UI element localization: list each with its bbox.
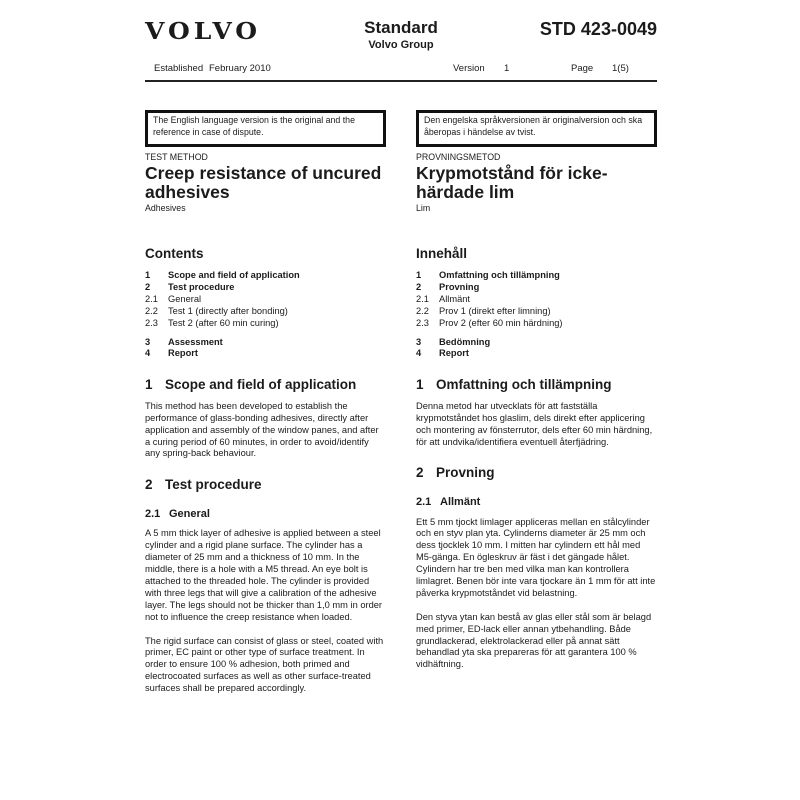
toc-entry: 2.2 Prov 1 (direkt efter limning) (416, 305, 551, 316)
toc-entry: 2.1 Allmänt (416, 293, 471, 304)
doc-type: Standard (364, 18, 438, 37)
paragraph-sv: Denna metod har utvecklats för att fastställa krypmotståndet hos glaslim, dels direkt efter applicering och montering av fönsterrutor, dels efter 60 min härdning, för att undvika/identifiera eventuell återfjädring. (416, 400, 653, 447)
section-heading-en-2-1: 2.1 General (145, 507, 210, 520)
contents-heading-sv: Innehåll (416, 246, 468, 262)
column-swedish (416, 147, 657, 707)
established-label: Established (154, 62, 204, 74)
paragraph-en: The rigid surface can consist of glass or steel, coated with primer, EC paint or other type of surface treatment. In order to ensure 100 % adhesion, both primed and electrocoated surfaces as well as other surface-treated surfaces shall be prepared accordingly. (145, 635, 384, 694)
established-value: February 2010 (209, 62, 271, 74)
notice-box-swedish: Den engelska språkversionen är originalversion och ska åberopas i händelse av tvist. (416, 110, 657, 147)
toc-entry: 2.3 Prov 2 (efter 60 min härdning) (416, 317, 563, 328)
title-en: Creep resistance of uncured adhesives (145, 162, 382, 202)
subtitle-sv: Lim (416, 203, 431, 214)
version-label: Version (453, 62, 485, 74)
toc-entry: 3 Assessment (145, 336, 223, 347)
toc-entry: 2 Provning (416, 281, 480, 292)
section-heading-sv-2-1: 2.1 Allmänt (416, 495, 481, 508)
doc-meta-row (145, 63, 657, 76)
column-english (145, 147, 386, 707)
section-heading-sv-1: 1 Omfattning och tillämpning (416, 377, 612, 393)
contents-heading-en: Contents (145, 246, 204, 262)
toc-entry: 2.3 Test 2 (after 60 min curing) (145, 317, 279, 328)
toc-entry: 2.2 Test 1 (directly after bonding) (145, 305, 288, 316)
doc-number: STD 423-0049 (539, 19, 657, 39)
toc-entry: 2 Test procedure (145, 281, 235, 292)
notice-box-english: The English language version is the original and the reference in case of dispute. (145, 110, 386, 147)
toc-entry: 2.1 General (145, 293, 202, 304)
page-label: Page (571, 62, 594, 74)
toc-entry: 1 Omfattning och tillämpning (416, 270, 560, 281)
subtitle-en: Adhesives (145, 203, 186, 214)
paragraph-en: This method has been developed to establish the performance of glass-bonding adhesives, directly after application and assembly of the window panes, and after a curing period of 60 minutes, in order to avoid/identify any spring-back behaviour. (145, 400, 379, 459)
section-heading-sv-2: 2 Provning (416, 465, 495, 481)
kicker-sv: PROVNINGSMETOD (416, 151, 501, 162)
paragraph-sv: Den styva ytan kan bestå av glas eller stål som är belagd med primer, ED-lack eller annan ytbehandling. Både grundlackerad, elektrolackerad eller på annat sätt behandlad yta ska prepareras för att garantera 100 % vidhäftning. (416, 611, 652, 670)
section-heading-en-1: 1 Scope and field of application (145, 377, 357, 393)
doc-type-block (295, 18, 507, 52)
section-heading-en-2: 2 Test procedure (145, 477, 262, 493)
toc-entry: 4 Report (145, 348, 198, 359)
kicker-en: TEST METHOD (145, 151, 208, 162)
document-page (145, 18, 657, 707)
doc-header (145, 18, 657, 82)
volvo-logo: VOLVO (145, 17, 262, 45)
title-sv: Krypmotstånd för icke-härdade lim (416, 162, 608, 202)
toc-en (145, 270, 386, 360)
paragraph-sv: Ett 5 mm tjockt limlager appliceras mellan en stålcylinder och en styv plan yta. Cylinderns diameter är 25 mm och dess tjocklek 10 mm. I mitten har cylindern ett hål med M5-gänga. En ögleskruv är fäst i det gängade hålet. Cylindern har tre ben med vilka man kan kontrollera limlagret. Benen bör inte vara tjockare än 1 mm för att inte påverka krypmotståndet vid belastning. (416, 516, 656, 598)
toc-sv (416, 270, 657, 360)
version-value: 1 (504, 62, 510, 74)
header-rule (145, 80, 657, 82)
toc-entry: 1 Scope and field of application (145, 270, 300, 281)
toc-entry: 3 Bedömning (416, 336, 491, 347)
paragraph-en: A 5 mm thick layer of adhesive is applied between a steel cylinder and a rigid plane surface. The cylinder has a diameter of 25 mm and a thickness of 10 mm. In the middle, there is a hole with a M5 thread. An eye bolt is attached to the threaded hole. The cylinder is provided with three legs that will give a calibration of the adhesive layer. The legs should not be thicker than 1,0 mm in order not to influence the creep resistance when loaded. (145, 528, 383, 622)
page-value: 1(5) (612, 62, 629, 74)
toc-entry: 4 Report (416, 348, 469, 359)
org-name: Volvo Group (368, 38, 434, 51)
